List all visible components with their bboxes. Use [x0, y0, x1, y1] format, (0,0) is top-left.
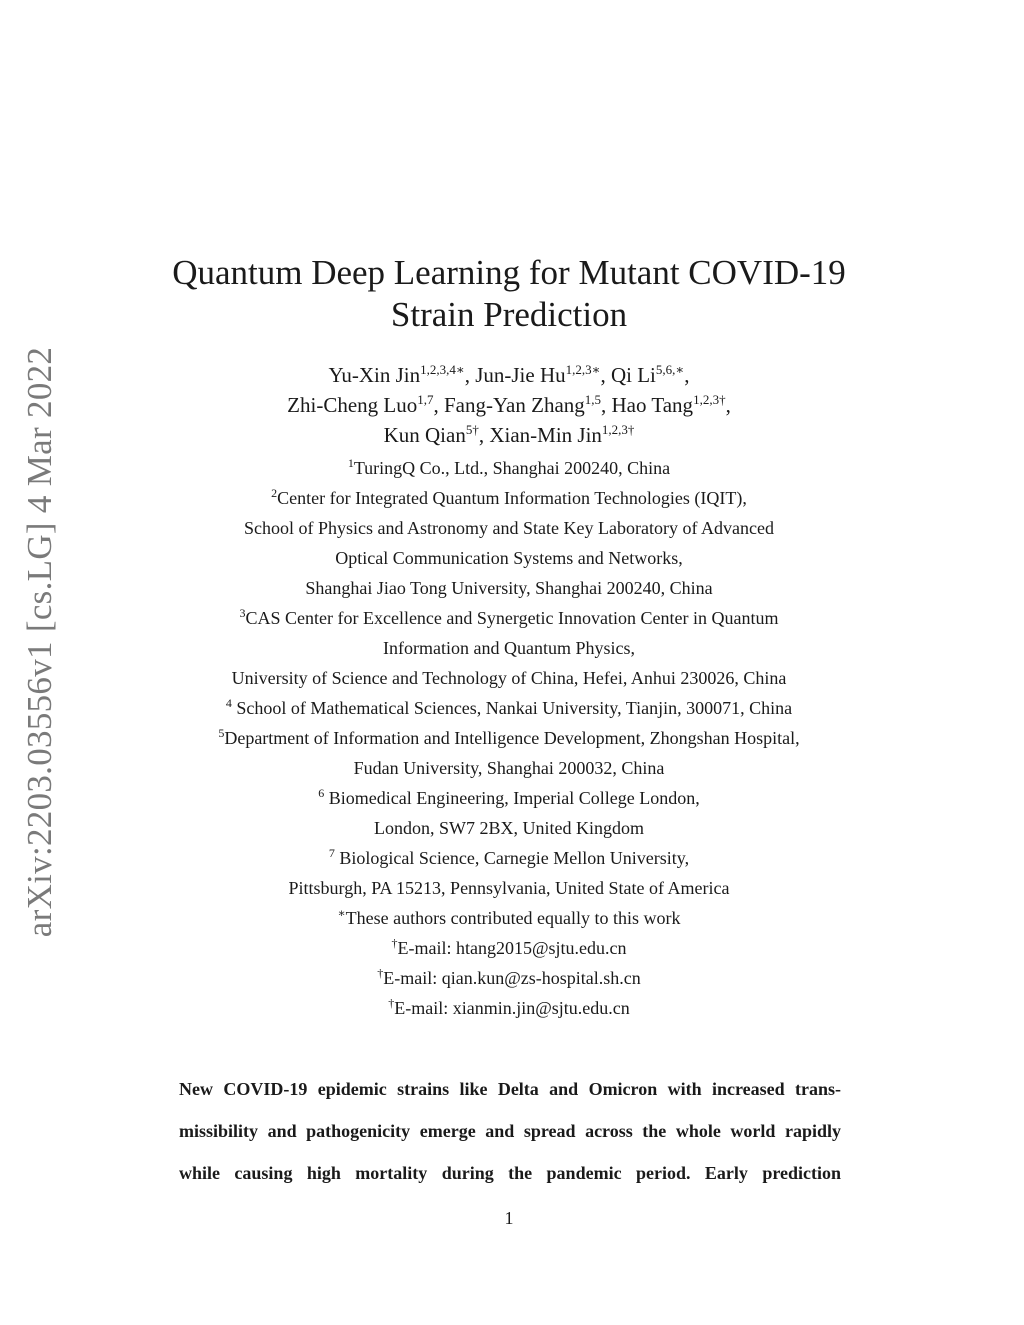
contact-email: [0, 933, 1018, 963]
affiliation-line: [0, 843, 1018, 873]
author-line-1: [0, 360, 1018, 390]
author-affiliation-marks: 1,5: [584, 392, 602, 407]
author-separator: ,: [725, 393, 731, 417]
affiliation-text: London, SW7 2BX, United Kingdom: [374, 818, 644, 838]
author-affiliation-marks: 1,2,3†: [693, 392, 726, 407]
equal-contribution-note: [0, 903, 1018, 933]
affiliation-text: Information and Quantum Physics,: [383, 638, 635, 658]
affiliation-text: CAS Center for Excellence and Synergetic Innovation Center in Quantum: [245, 608, 779, 628]
affiliation-mark: †: [377, 966, 384, 980]
affiliation-text: Department of Information and Intelligence Development, Zhongshan Hospital,: [224, 728, 800, 748]
affiliation-text: University of Science and Technology of China, Hefei, Anhui 230026, China: [231, 668, 787, 688]
affiliation-list: [0, 453, 1018, 1023]
affiliation-line: [0, 813, 1018, 843]
affiliation-line: [0, 543, 1018, 573]
affiliation-text: Biological Science, Carnegie Mellon University,: [334, 848, 690, 868]
abstract-line: while causing high mortality during the pandemic period. Early prediction: [179, 1163, 841, 1183]
affiliation-mark: 4: [225, 696, 232, 710]
author-line-3: [0, 420, 1018, 450]
author-separator: ,: [478, 423, 490, 447]
author-affiliation-marks: 5†: [465, 422, 479, 437]
affiliation-mark: †: [391, 936, 398, 950]
affiliation-mark: ∗: [337, 906, 346, 920]
affiliation-text: School of Mathematical Sciences, Nankai University, Tianjin, 300071, China: [231, 698, 793, 718]
author-name: Kun Qian: [383, 423, 466, 447]
author-line-2: [0, 390, 1018, 420]
paper-title: [0, 252, 1018, 336]
affiliation-text: Center for Integrated Quantum Information Technologies (IQIT),: [277, 488, 747, 508]
author-affiliation-marks: 1,7: [417, 392, 434, 407]
author-name: Yu-Xin Jin: [328, 363, 421, 387]
author-separator: ,: [601, 393, 612, 417]
arxiv-identifier-text: arXiv:2203.03556v1 [cs.LG] 4 Mar 2022: [20, 346, 59, 938]
author-list: [0, 360, 1018, 450]
author-name: Jun-Jie Hu: [475, 363, 566, 387]
affiliation-text: Fudan University, Shanghai 200032, China: [353, 758, 665, 778]
affiliation-mark: 7: [328, 846, 335, 860]
page-number: 1: [504, 1208, 514, 1228]
author-separator: ,: [684, 363, 690, 387]
author-name: Hao Tang: [611, 393, 694, 417]
author-separator: ,: [600, 363, 611, 387]
affiliation-mark: †: [388, 996, 395, 1010]
affiliation-text: Biomedical Engineering, Imperial College London,: [324, 788, 700, 808]
affiliation-line: [0, 693, 1018, 723]
affiliation-text: Shanghai Jiao Tong University, Shanghai 200240, China: [305, 578, 713, 598]
author-name: Fang-Yan Zhang: [443, 393, 585, 417]
author-separator: ,: [464, 363, 476, 387]
affiliation-line: [0, 873, 1018, 903]
abstract: [179, 1068, 841, 1194]
affiliation-text: E-mail: htang2015@sjtu.edu.cn: [397, 938, 627, 958]
affiliation-text: School of Physics and Astronomy and State Key Laboratory of Advanced: [244, 518, 774, 538]
author-name: Qi Li: [610, 363, 656, 387]
affiliation-mark: 2: [271, 486, 278, 500]
abstract-line: New COVID-19 epidemic strains like Delta and Omicron with increased trans-: [179, 1079, 841, 1099]
author-affiliation-marks: 5,6,∗: [655, 362, 685, 377]
author-affiliation-marks: 1,2,3∗: [565, 362, 601, 377]
affiliation-line: [0, 783, 1018, 813]
affiliation-line: [0, 723, 1018, 753]
affiliation-text: Optical Communication Systems and Networks,: [335, 548, 683, 568]
affiliation-text: Pittsburgh, PA 15213, Pennsylvania, United State of America: [288, 878, 730, 898]
paper-title-line-1: Quantum Deep Learning for Mutant COVID-19: [172, 253, 846, 292]
affiliation-line: [0, 573, 1018, 603]
affiliation-mark: 5: [218, 726, 225, 740]
affiliation-line: [0, 513, 1018, 543]
affiliation-line: [0, 483, 1018, 513]
affiliation-line: [0, 633, 1018, 663]
affiliation-mark: 6: [318, 786, 325, 800]
author-separator: ,: [433, 393, 444, 417]
affiliation-text: These authors contributed equally to this work: [345, 908, 681, 928]
affiliation-text: E-mail: xianmin.jin@sjtu.edu.cn: [394, 998, 630, 1018]
affiliation-mark: 3: [239, 606, 246, 620]
author-name: Xian-Min Jin: [489, 423, 602, 447]
contact-email: [0, 993, 1018, 1023]
contact-email: [0, 963, 1018, 993]
paper-title-line-2: Strain Prediction: [390, 295, 628, 334]
author-name: Zhi-Cheng Luo: [287, 393, 418, 417]
affiliation-text: TuringQ Co., Ltd., Shanghai 200240, China: [353, 458, 671, 478]
affiliation-text: E-mail: qian.kun@zs-hospital.sh.cn: [383, 968, 641, 988]
affiliation-mark: 1: [347, 456, 354, 470]
affiliation-line: [0, 663, 1018, 693]
affiliation-line: [0, 753, 1018, 783]
abstract-line: missibility and pathogenicity emerge and spread across the whole world rapidly: [179, 1121, 841, 1141]
author-affiliation-marks: 1,2,3†: [601, 422, 635, 437]
author-affiliation-marks: 1,2,3,4∗: [420, 362, 465, 377]
affiliation-line: [0, 603, 1018, 633]
affiliation-line: [0, 453, 1018, 483]
